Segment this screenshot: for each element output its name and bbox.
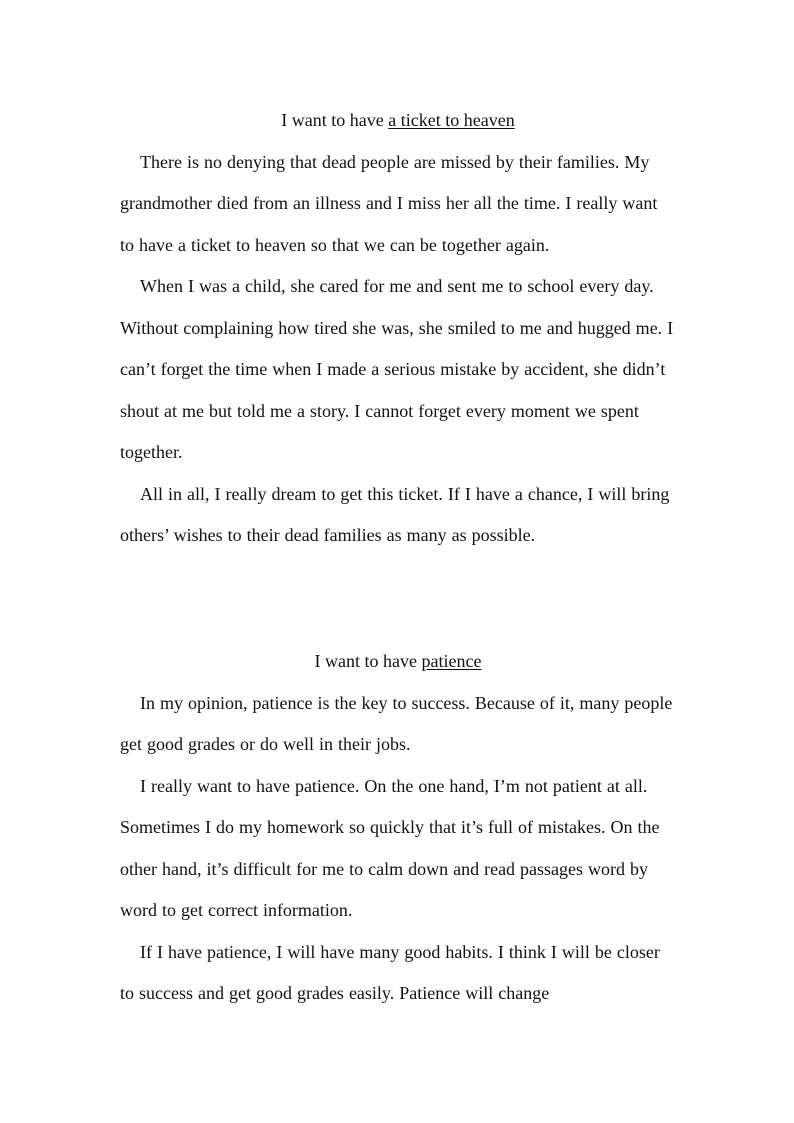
essay-title-topic: patience — [421, 651, 482, 671]
essay-title-prefix: I want to have — [281, 110, 389, 130]
essay-title — [120, 641, 676, 683]
essay-paragraph: When I was a child, she cared for me and sent me to school every day. Without complaining how tired she was, she smiled to me and hugged me. I can’t forget the time when I made a serious mistake by accident, she didn’t shout at me but told me a story. I cannot forget every moment we spent together. — [120, 276, 674, 462]
essay-ticket-to-heaven — [120, 100, 676, 557]
essay-patience — [120, 641, 676, 1015]
essay-title-prefix: I want to have — [314, 651, 422, 671]
essay-title — [120, 100, 676, 142]
essay-paragraph: In my opinion, patience is the key to success. Because of it, many people get good grades or do well in their jobs. — [120, 692, 673, 754]
essay-paragraph: There is no denying that dead people are missed by their families. My grandmother died from an illness and I miss her all the time. I really want to have a ticket to heaven so that we can be together again. — [120, 151, 658, 255]
essay-title-topic: a ticket to heaven — [388, 110, 515, 130]
essay-paragraph: If I have patience, I will have many good habits. I think I will be closer to success and get good grades easily. Patience will change — [120, 941, 660, 1003]
essay-paragraph: All in all, I really dream to get this ticket. If I have a chance, I will bring others’ wishes to their dead families as many as possible. — [120, 483, 670, 545]
essay-paragraph: I really want to have patience. On the one hand, I’m not patient at all. Sometimes I do my homework so quickly that it’s full of mistakes. On the other hand, it’s difficult for me to calm down and read passages word by word to get correct information. — [120, 775, 660, 920]
